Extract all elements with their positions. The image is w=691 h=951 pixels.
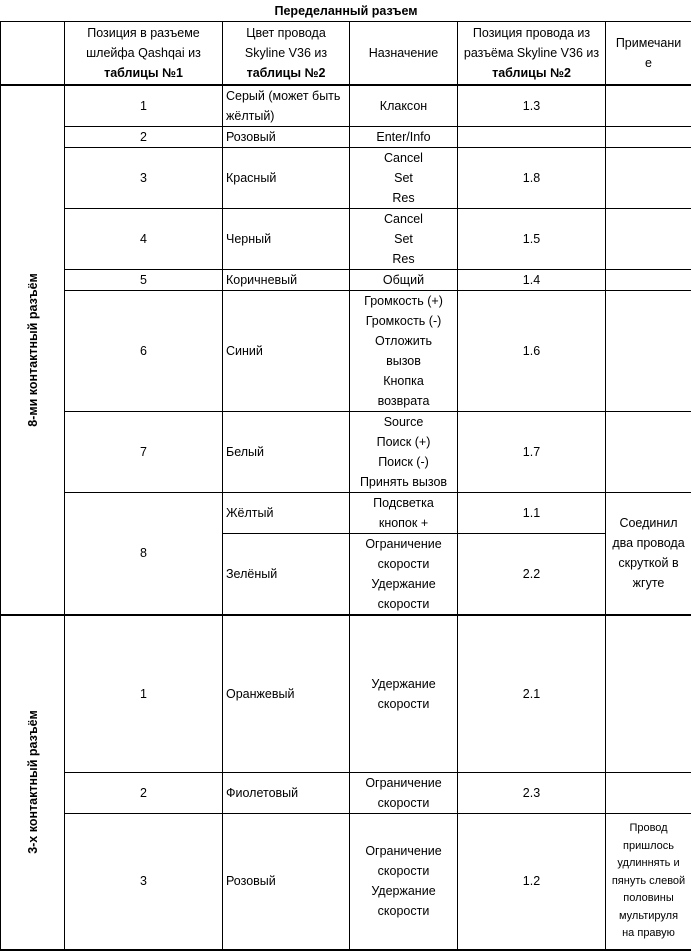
cell-note (606, 269, 691, 290)
header-note: Примечани е (606, 22, 691, 85)
cell-wire: 1.4 (458, 269, 606, 290)
header-color: Цвет провода Skyline V36 из таблицы №2 (223, 22, 350, 85)
cell-purpose: Ограничение скорости Удержание скорости (350, 814, 458, 950)
cell-wire: 1.7 (458, 411, 606, 492)
table-row (1, 814, 691, 950)
cell-color: Синий (223, 290, 350, 411)
cell-note (606, 411, 691, 492)
cell-note (606, 290, 691, 411)
table-row (1, 126, 691, 147)
table-row (1, 147, 691, 208)
cell-note (606, 126, 691, 147)
cell-color: Серый (может быть жёлтый) (223, 85, 350, 127)
table-row (1, 290, 691, 411)
cell-color: Черный (223, 208, 350, 269)
cell-wire: 1.6 (458, 290, 606, 411)
table-row (1, 615, 691, 773)
cell-wire: 1.2 (458, 814, 606, 950)
cell-purpose: Cancel Set Res (350, 208, 458, 269)
cell-note: Провод пришлось удлиннять и пянуть слевой половины мультируля на правую (606, 814, 691, 950)
cell-purpose: Громкость (+) Громкость (-) Отложить вызов Кнопка возврата (350, 290, 458, 411)
cell-position: 3 (65, 147, 223, 208)
header-group (1, 22, 65, 85)
cell-position: 2 (65, 126, 223, 147)
cell-wire: 2.3 (458, 773, 606, 814)
cell-purpose: Source Поиск (+) Поиск (-) Принять вызов (350, 411, 458, 492)
cell-color: Белый (223, 411, 350, 492)
header-row (1, 22, 691, 85)
cell-position: 1 (65, 85, 223, 127)
cell-position: 2 (65, 773, 223, 814)
table-row (1, 492, 691, 533)
cell-note (606, 615, 691, 773)
cell-note: Соединил два провода скруткой в жгуте (606, 492, 691, 615)
cell-note (606, 773, 691, 814)
cell-color: Розовый (223, 814, 350, 950)
cell-position: 1 (65, 615, 223, 773)
cell-wire: 1.5 (458, 208, 606, 269)
table-row (1, 208, 691, 269)
header-wire-position: Позиция провода из разъёма Skyline V36 из таблицы №2 (458, 22, 606, 85)
table-row (1, 773, 691, 814)
cell-wire: 1.8 (458, 147, 606, 208)
cell-position: 8 (65, 492, 223, 615)
cell-color: Зелёный (223, 533, 350, 615)
cell-purpose: Общий (350, 269, 458, 290)
cell-position: 5 (65, 269, 223, 290)
table-row (1, 411, 691, 492)
header-position: Позиция в разъеме шлейфа Qashqai из таблицы №1 (65, 22, 223, 85)
cell-color: Красный (223, 147, 350, 208)
cell-purpose: Ограничение скорости (350, 773, 458, 814)
cell-purpose: Удержание скорости (350, 615, 458, 773)
cell-wire: 1.3 (458, 85, 606, 127)
group-label-8pin: 8-ми контактный разъём (1, 85, 65, 615)
cell-position: 3 (65, 814, 223, 950)
cell-color: Жёлтый (223, 492, 350, 533)
cell-color: Оранжевый (223, 615, 350, 773)
cell-position: 4 (65, 208, 223, 269)
cell-wire: 2.1 (458, 615, 606, 773)
cell-note (606, 85, 691, 127)
cell-position: 7 (65, 411, 223, 492)
cell-color: Коричневый (223, 269, 350, 290)
cell-wire (458, 126, 606, 147)
cell-purpose: Enter/Info (350, 126, 458, 147)
header-purpose: Назначение (350, 22, 458, 85)
cell-color: Розовый (223, 126, 350, 147)
cell-wire: 1.1 (458, 492, 606, 533)
cell-wire: 2.2 (458, 533, 606, 615)
table-title: Переделанный разъем (1, 0, 691, 22)
group-label-3pin: 3-х контактный разъём (1, 615, 65, 950)
table-row (1, 269, 691, 290)
table-row (1, 85, 691, 127)
cell-purpose: Подсветка кнопок + (350, 492, 458, 533)
cell-purpose: Ограничение скорости Удержание скорости (350, 533, 458, 615)
cell-note (606, 147, 691, 208)
cell-color: Фиолетовый (223, 773, 350, 814)
cell-purpose: Клаксон (350, 85, 458, 127)
cell-purpose: Cancel Set Res (350, 147, 458, 208)
cell-note (606, 208, 691, 269)
cell-position: 6 (65, 290, 223, 411)
